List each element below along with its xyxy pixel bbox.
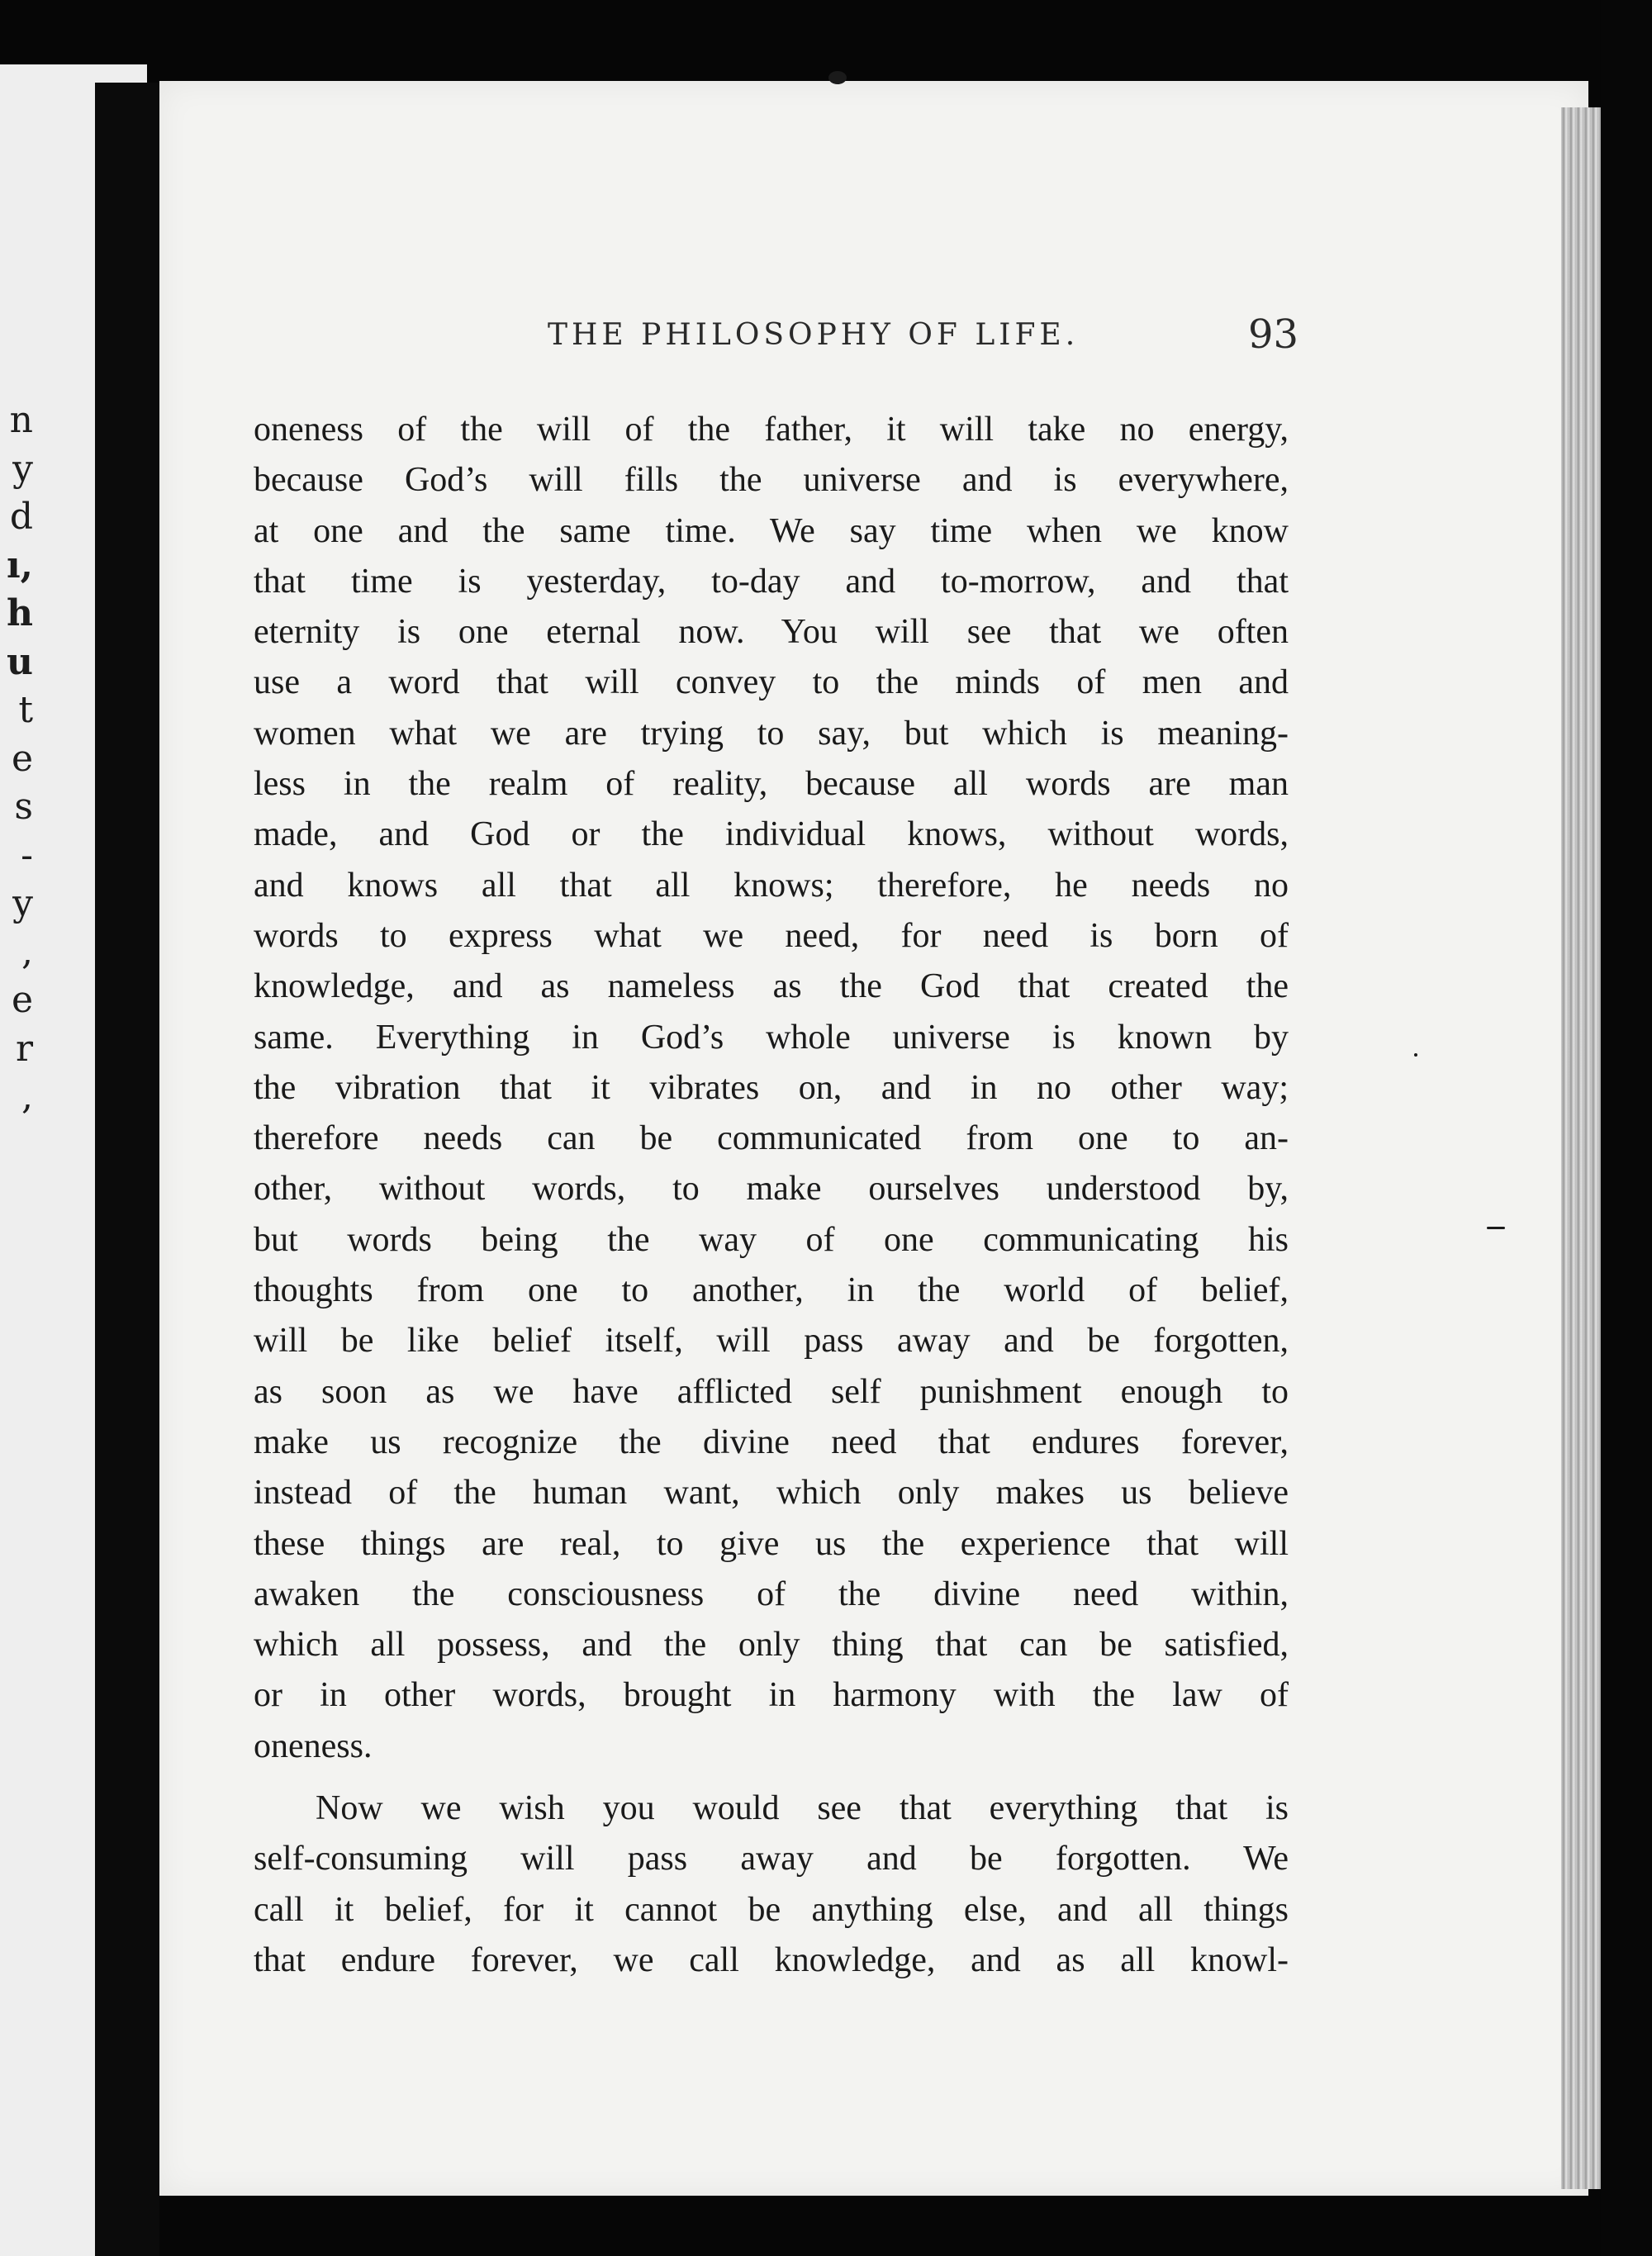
text-line: at one and the same time. We say time when we know (254, 511, 1289, 550)
text-line: that endure forever, we call knowledge, and as all knowl- (254, 1940, 1289, 1979)
running-head (159, 311, 1588, 368)
previous-page-fragment: d (9, 496, 33, 538)
previous-page-fragment: e (11, 979, 33, 1021)
text-line: eternity is one eternal now. You will see that we often (254, 613, 1289, 652)
text-line: self-consuming will pass away and be forgotten. We (254, 1840, 1289, 1878)
text-line: these things are real, to give us the experience that will (254, 1524, 1289, 1563)
text-line: instead of the human want, which only makes us believe (254, 1474, 1289, 1513)
text-line: words to express what we need, for need is born of (254, 916, 1289, 955)
text-line: knowledge, and as nameless as the God that created the (254, 967, 1289, 1006)
text-line: will be like belief itself, will pass away and be forgotten, (254, 1322, 1289, 1361)
previous-page-fragment: s (14, 786, 33, 828)
text-line: same. Everything in God’s whole universe is known by (254, 1018, 1289, 1057)
text-line: because God’s will fills the universe and is everywhere, (254, 461, 1289, 500)
body-text (254, 405, 1289, 1986)
previous-page-fragment: e (11, 737, 33, 780)
running-head-title: THE PHILOSOPHY OF LIFE. (548, 318, 1080, 352)
text-line: oneness. (254, 1726, 373, 1765)
text-line: women what we are trying to say, but which is meaning- (254, 714, 1289, 753)
previous-page-fragment: , (21, 930, 33, 973)
text-line: that time is yesterday, to-day and to-morrow, and that (254, 562, 1289, 601)
text-line: therefore needs can be communicated from one to an- (254, 1119, 1289, 1158)
book-spine-gutter (95, 83, 159, 2256)
previous-page-fragment: y (12, 882, 33, 924)
paragraph (254, 1783, 1289, 1986)
previous-page-fragment: t (18, 689, 33, 731)
previous-page-fragment: , (21, 1076, 33, 1118)
page-stack-edge (1561, 107, 1601, 2189)
text-line: use a word that will convey to the minds of men and (254, 663, 1289, 702)
text-line: thoughts from one to another, in the world of belief, (254, 1271, 1289, 1310)
previous-page-text-fragments (0, 397, 33, 1122)
text-line: or in other words, brought in harmony with the law of (254, 1676, 1289, 1715)
text-line: but words being the way of one communicating his (254, 1220, 1289, 1259)
previous-page-fragment: h (7, 592, 33, 634)
previous-page-fragment: y (12, 447, 33, 490)
text-line: which all possess, and the only thing that can be satisfied, (254, 1626, 1289, 1665)
scan-speck (1414, 1053, 1417, 1057)
text-line: other, without words, to make ourselves understood by, (254, 1170, 1289, 1209)
text-line: make us recognize the divine need that endures forever, (254, 1422, 1289, 1461)
scan-speck (828, 71, 847, 84)
text-line: Now we wish you would see that everything that is (316, 1789, 1289, 1828)
text-line: as soon as we have afflicted self punishment enough to (254, 1372, 1289, 1411)
text-line: oneness of the will of the father, it will take no energy, (254, 411, 1289, 449)
previous-page-fragment: n (9, 399, 33, 441)
text-line: awaken the consciousness of the divine need within, (254, 1574, 1289, 1613)
previous-page-fragment: ı, (6, 544, 33, 587)
text-line: the vibration that it vibrates on, and in no other way; (254, 1068, 1289, 1107)
paragraph (254, 405, 1289, 1772)
scan-background-right (1601, 0, 1652, 2256)
previous-page-fragment: r (15, 1027, 33, 1070)
text-line: less in the realm of reality, because all words are man (254, 765, 1289, 804)
previous-page-fragment: - (21, 834, 33, 876)
text-line: and knows all that all knows; therefore, he needs no (254, 866, 1289, 905)
page-number: 93 (1248, 311, 1299, 358)
scan-speck (1487, 1227, 1505, 1229)
text-line: call it belief, for it cannot be anything else, and all things (254, 1890, 1289, 1929)
previous-page-fragment: u (7, 640, 33, 683)
text-line: made, and God or the individual knows, without words, (254, 815, 1289, 854)
